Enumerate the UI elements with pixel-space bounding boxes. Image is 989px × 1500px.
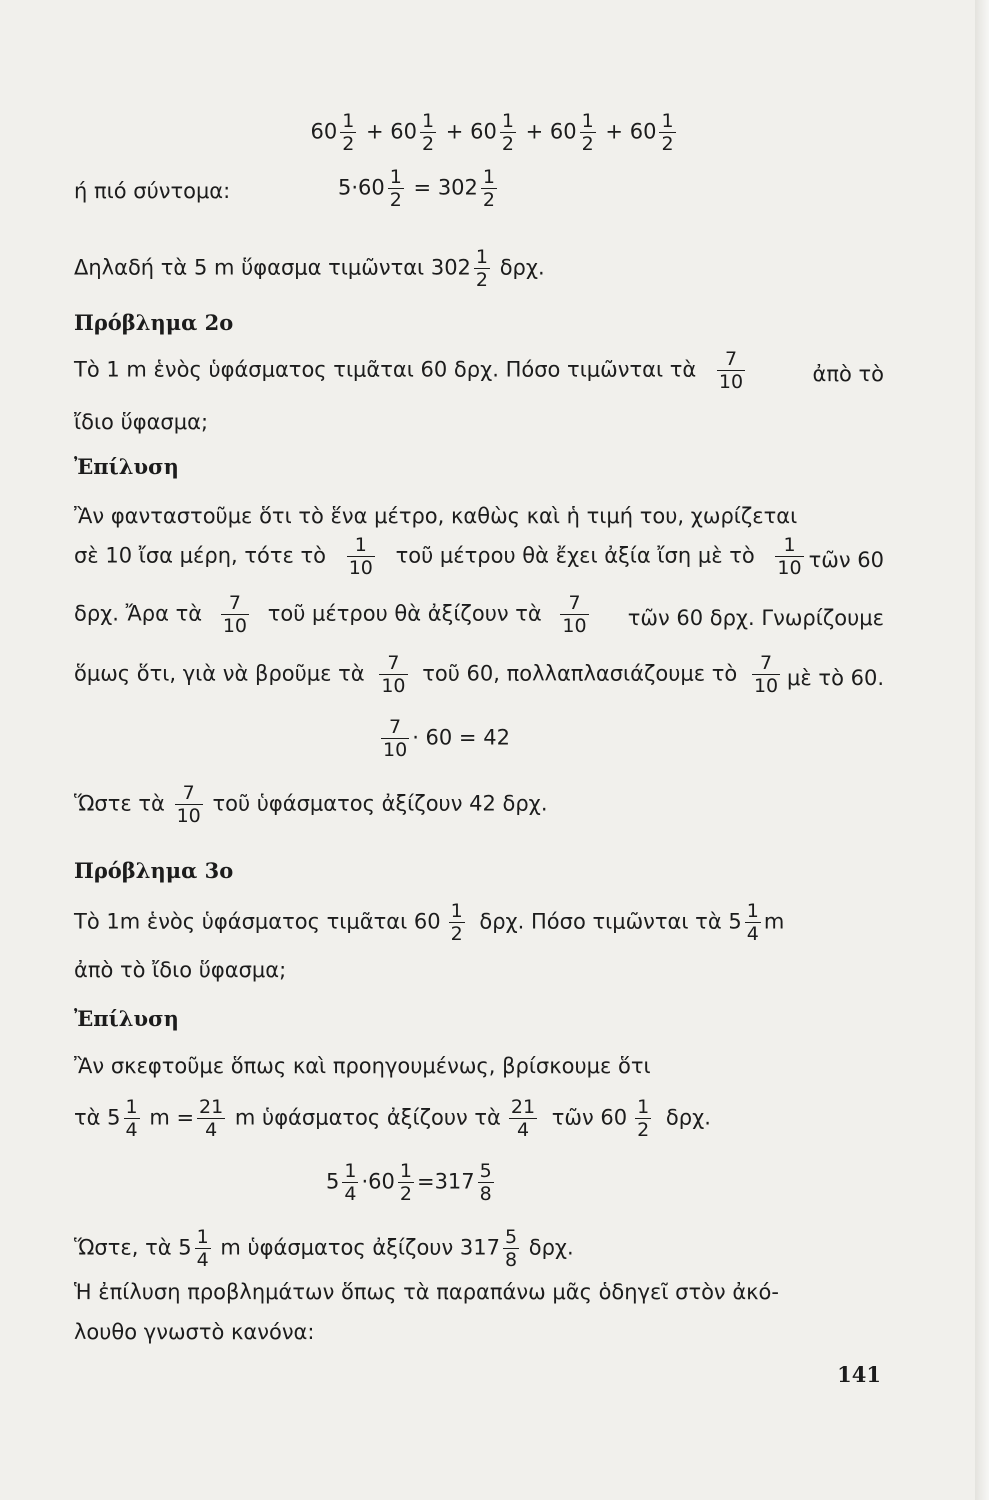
solution-text: σὲ 10 ἴσα μέρη, τότε τὸ: [74, 543, 327, 568]
problem-2-solution-title: Ἐπίλυση: [74, 454, 179, 479]
question-text: δρχ. Πόσο τιμῶνται τὰ 5: [479, 909, 742, 934]
fraction: $\frac{7}{10}$: [753, 652, 779, 697]
solution-line: [74, 534, 884, 579]
calculation: [326, 1160, 497, 1205]
solution-text: τῶν 60: [551, 1105, 628, 1130]
fraction: $\frac{1}{2}$: [482, 166, 495, 211]
fraction: $\frac{7}{10}$: [562, 592, 587, 637]
sum-term: 60: [390, 119, 417, 144]
fraction: $\frac{1}{2}$: [389, 166, 402, 211]
fraction: $\frac{1}{2}$: [501, 110, 514, 155]
answer-text: τοῦ ὑφάσματος ἀξίζουν 42 δρχ.: [212, 791, 548, 816]
fraction: $\frac{5}{8}$: [504, 1226, 518, 1271]
solution-line: [74, 1096, 711, 1141]
sum-equation: [0, 110, 989, 155]
short-form-label: ή πιό σύντομα:: [74, 179, 231, 203]
fraction: $\frac{1}{2}$: [450, 900, 463, 945]
solution-line: [74, 652, 884, 697]
solution-line: [74, 592, 884, 637]
page-number: 141: [837, 1362, 881, 1387]
sum-term: 60: [470, 119, 497, 144]
calculation: [378, 716, 510, 761]
answer-text: Ὥστε, τὰ 5: [74, 1235, 192, 1260]
calc-term: 5: [326, 1169, 340, 1194]
fraction: $\frac{1}{2}$: [581, 110, 594, 155]
solution-text: τῶν 60 δρχ. Γνωρίζουμε: [627, 606, 884, 630]
problem-3-answer: [74, 1226, 574, 1271]
fraction: $\frac{1}{10}$: [348, 534, 373, 579]
fraction: $\frac{1}{2}$: [342, 110, 355, 155]
fraction: $\frac{1}{4}$: [196, 1226, 209, 1271]
unit: m: [763, 909, 785, 934]
fraction: $\frac{1}{4}$: [746, 900, 759, 945]
sum-term: 60: [629, 119, 657, 144]
problem-2-title: Πρόβλημα 2ο: [74, 310, 234, 335]
result: = 302: [413, 175, 478, 200]
problem-2-answer: [74, 782, 548, 827]
problem-3-question: [74, 900, 884, 945]
sum-term: 60: [310, 119, 338, 144]
fraction: $\frac{7}{10}$: [222, 592, 248, 637]
solution-text: τῶν 60: [808, 548, 884, 572]
product: 5·60: [338, 175, 385, 200]
fraction: $\frac{21}{4}$: [510, 1096, 536, 1141]
fraction: $\frac{5}{8}$: [479, 1160, 492, 1205]
sum-term: 60: [549, 119, 577, 144]
fraction: $\frac{7}{10}$: [381, 652, 406, 697]
solution-text: τοῦ μέτρου θὰ ἔχει ἀξία ἴση μὲ τὸ: [395, 543, 755, 568]
calc-term: ·60: [361, 1169, 395, 1194]
question-text: Τὸ 1 m ἑνὸς ὑφάσματος τιμᾶται 60 δρχ. Πόσο τιμῶνται τὰ: [74, 357, 697, 382]
fraction: $\frac{7}{10}$: [176, 782, 201, 827]
plus-sign: +: [445, 119, 464, 144]
fraction: $\frac{1}{4}$: [125, 1096, 138, 1141]
solution-text: m =: [149, 1105, 195, 1130]
fraction: $\frac{1}{2}$: [661, 110, 674, 155]
problem-3-question-cont: ἀπὸ τὸ ἴδιο ὕφασμα;: [74, 958, 287, 982]
solution-text: τὰ 5: [74, 1105, 121, 1130]
plus-sign: +: [525, 119, 544, 144]
question-text: ἀπὸ τὸ: [812, 362, 884, 386]
fraction: $\frac{1}{10}$: [777, 534, 802, 579]
solution-text: τοῦ 60, πολλαπλασιάζουμε τὸ: [422, 661, 738, 686]
fraction: $\frac{7}{10}$: [718, 348, 744, 393]
conclusion-line: [74, 246, 545, 291]
fraction: $\frac{1}{2}$: [637, 1096, 650, 1141]
short-form-equation: [338, 166, 500, 211]
solution-text: m ὑφάσματος ἀξίζουν τὰ: [234, 1105, 501, 1130]
calc-result: · 60 = 42: [412, 725, 510, 750]
solution-line: Ἂν σκεφτοῦμε ὅπως καὶ προηγουμένως, βρίσκουμε ὅτι: [74, 1054, 651, 1078]
question-text: Τὸ 1m ἑνὸς ὑφάσματος τιμᾶται 60: [74, 909, 441, 934]
conclusion-text: Δηλαδή τὰ 5 m ὕφασμα τιμῶνται 302: [74, 255, 471, 280]
currency: δρχ.: [499, 255, 545, 280]
problem-3-title: Πρόβλημα 3ο: [74, 858, 234, 883]
currency: δρχ.: [665, 1105, 711, 1130]
fraction: $\frac{1}{2}$: [422, 110, 435, 155]
problem-2-question-cont: ἴδιο ὕφασμα;: [74, 410, 209, 434]
fraction: $\frac{1}{4}$: [344, 1160, 357, 1205]
answer-text: m ὑφάσματος ἀξίζουν 317: [220, 1235, 500, 1260]
fraction: $\frac{7}{10}$: [383, 716, 408, 761]
closing-line: λουθο γνωστὸ κανόνα:: [74, 1320, 315, 1344]
fraction: $\frac{1}{2}$: [475, 246, 489, 291]
problem-3-solution-title: Ἐπίλυση: [74, 1006, 179, 1031]
fraction: $\frac{21}{4}$: [199, 1096, 224, 1141]
closing-line: Ἡ ἐπίλυση προβλημάτων ὅπως τὰ παραπάνω μᾶς ὁδηγεῖ στὸν ἀκό-: [74, 1280, 779, 1304]
page-edge: [975, 0, 989, 1500]
solution-line: Ἂν φανταστοῦμε ὅτι τὸ ἕνα μέτρο, καθὼς καὶ ἡ τιμή του, χωρίζεται: [74, 504, 798, 528]
problem-2-question: [74, 348, 884, 393]
solution-text: μὲ τὸ 60.: [787, 666, 884, 690]
currency: δρχ.: [528, 1235, 574, 1260]
answer-text: Ὥστε τὰ: [74, 791, 165, 816]
solution-text: δρχ. Ἄρα τὰ: [74, 601, 203, 626]
fraction: $\frac{1}{2}$: [399, 1160, 412, 1205]
calc-result: =317: [416, 1169, 475, 1194]
solution-text: ὅμως ὅτι, γιὰ νὰ βροῦμε τὰ: [74, 661, 365, 686]
solution-text: τοῦ μέτρου θὰ ἀξίζουν τὰ: [267, 601, 542, 626]
plus-sign: +: [605, 119, 624, 144]
plus-sign: +: [365, 119, 384, 144]
